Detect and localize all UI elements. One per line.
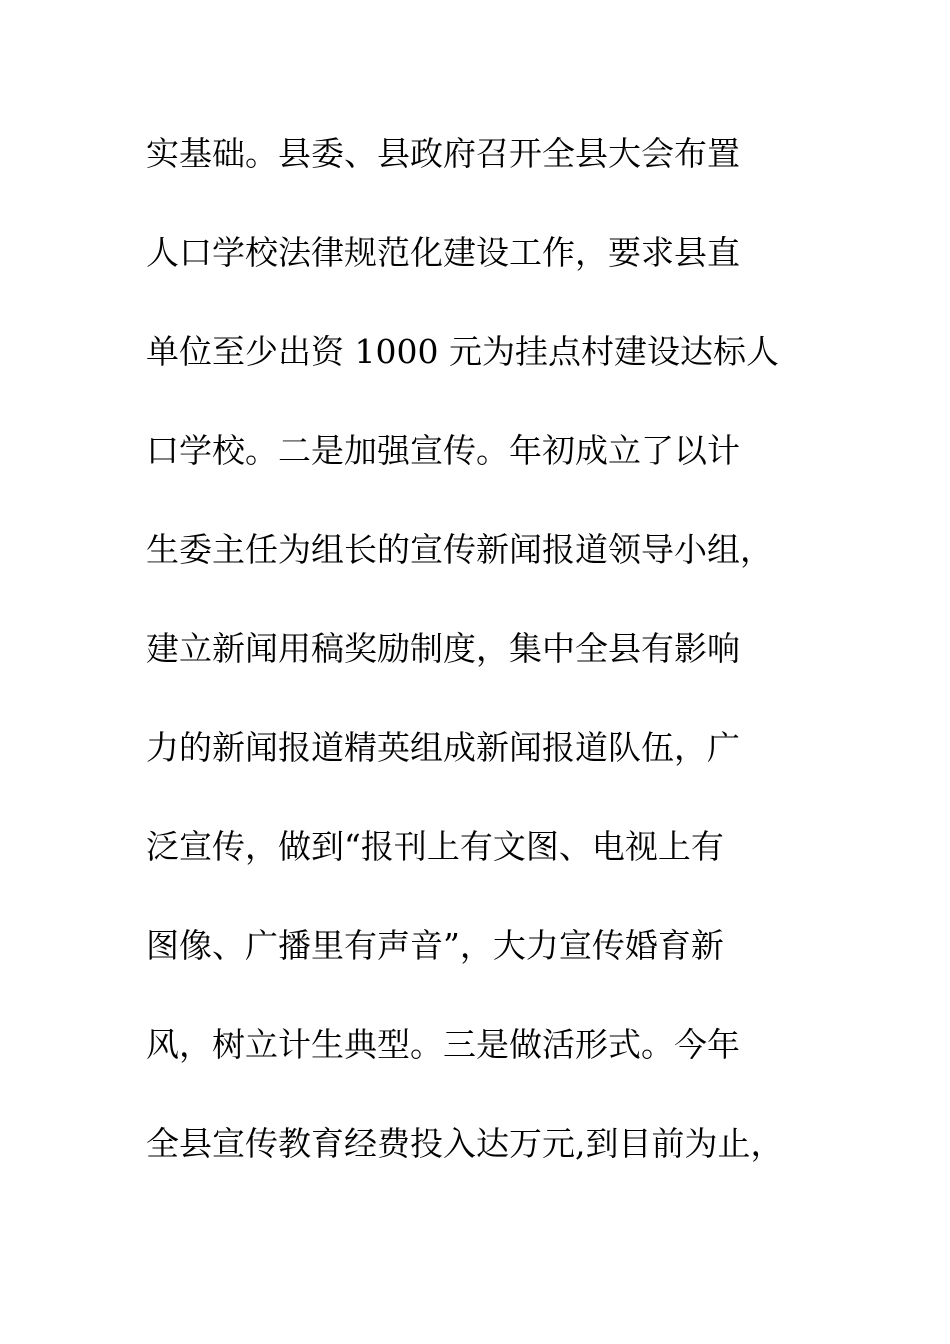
text-line: 单位至少出资 1000 元为挂点村建设达标人 [146,332,779,371]
text-line: 实基础。县委、县政府召开全县大会布置 [146,134,740,173]
body-text [146,126,836,1215]
text-line: 泛宣传，做到“报刊上有文图、电视上有 [146,827,724,866]
text-line: 生委主任为组长的宣传新闻报道领导小组， [146,530,773,569]
text-line: 建立新闻用稿奖励制度，集中全县有影响 [146,629,740,668]
text-line: 力的新闻报道精英组成新闻报道队伍，广 [146,728,740,767]
text-line: 风，树立计生典型。三是做活形式。今年 [146,1025,740,1064]
text-line: 图像、广播里有声音”，大力宣传婚育新 [146,926,724,965]
text-line: 全县宣传教育经费投入达万元,到目前为止， [146,1124,784,1163]
text-line: 口学校。二是加强宣传。年初成立了以计 [146,431,740,470]
text-line: 人口学校法律规范化建设工作，要求县直 [146,233,740,272]
